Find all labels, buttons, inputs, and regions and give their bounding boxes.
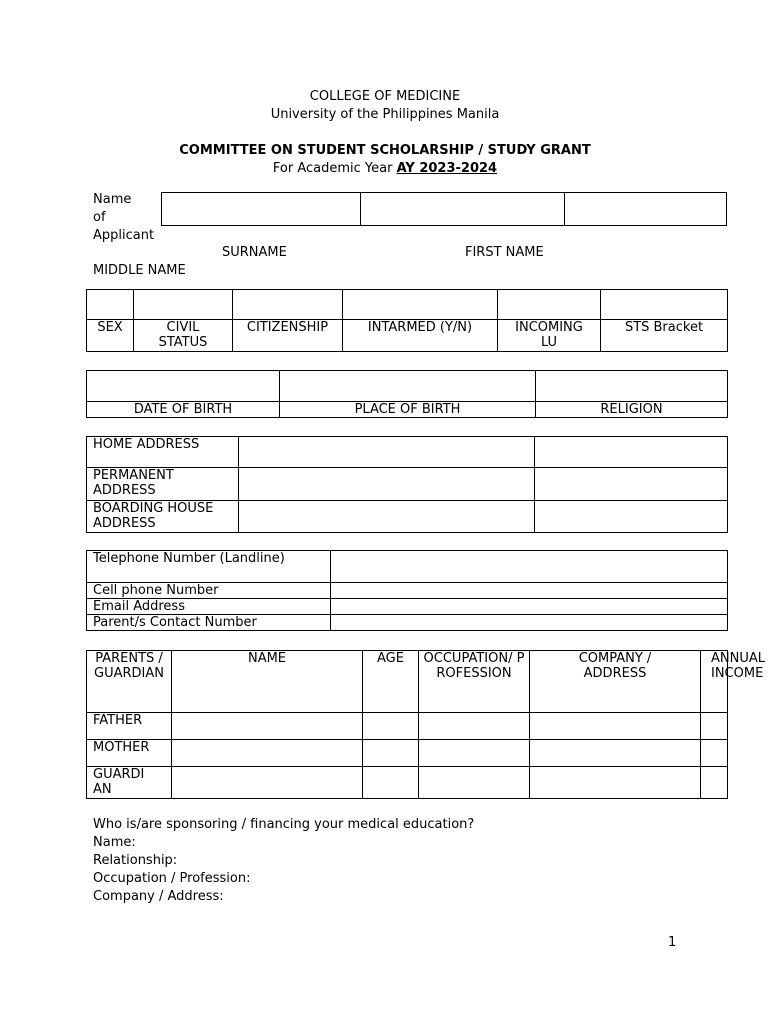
name-fields-table [161, 192, 727, 226]
intarmed-header: INTARMED (Y/N) [343, 320, 498, 352]
sex-input-cell[interactable] [87, 290, 134, 320]
sponsor-section [93, 816, 474, 906]
parents-guardian-header: PARENTS / GUARDIAN [87, 651, 172, 713]
mother-name-field[interactable] [172, 740, 363, 767]
committee-title: COMMITTEE ON STUDENT SCHOLARSHIP / STUDY GRANT [179, 143, 591, 158]
boarding-house-address-field[interactable] [239, 501, 535, 533]
occupation-header: OCCUPATION/ PROFESSION [419, 651, 530, 713]
cellphone-label: Cell phone Number [87, 583, 331, 599]
guardian-label: GUARDIAN [87, 767, 172, 799]
name-label-line-1: Name [93, 192, 132, 207]
guardian-age-field[interactable] [363, 767, 419, 799]
college-name: COLLEGE OF MEDICINE [309, 89, 461, 104]
permanent-address-extra-field[interactable] [535, 468, 728, 501]
father-income-field[interactable] [701, 713, 728, 740]
home-address-label: HOME ADDRESS [87, 437, 239, 468]
parents-table [86, 650, 765, 799]
age-header: AGE [363, 651, 419, 713]
place-of-birth-input-cell[interactable] [280, 371, 536, 402]
annual-income-header: ANNUAL INCOME [701, 651, 728, 713]
boarding-house-address-extra-field[interactable] [535, 501, 728, 533]
intarmed-input-cell[interactable] [343, 290, 498, 320]
parents-contact-label: Parent/s Contact Number [87, 615, 331, 631]
telephone-field[interactable] [331, 551, 728, 583]
civil-status-header: CIVIL STATUS [134, 320, 233, 352]
mother-income-field[interactable] [701, 740, 728, 767]
table-row [87, 740, 728, 767]
university-name: University of the Philippines Manila [270, 107, 500, 122]
father-name-field[interactable] [172, 713, 363, 740]
guardian-name-field[interactable] [172, 767, 363, 799]
citizenship-input-cell[interactable] [233, 290, 343, 320]
guardian-income-field[interactable] [701, 767, 728, 799]
parents-contact-field[interactable] [331, 615, 728, 631]
sponsor-occupation-label: Occupation / Profession: [93, 871, 251, 886]
permanent-address-field[interactable] [239, 468, 535, 501]
permanent-address-label: PERMANENT ADDRESS [87, 468, 239, 501]
home-address-field[interactable] [239, 437, 535, 468]
father-company-field[interactable] [530, 713, 701, 740]
sponsor-relationship-label: Relationship: [93, 853, 178, 868]
name-of-applicant-label [93, 191, 154, 245]
middle-name-field[interactable] [565, 193, 727, 226]
mother-age-field[interactable] [363, 740, 419, 767]
religion-header: RELIGION [536, 402, 728, 418]
father-occupation-field[interactable] [419, 713, 530, 740]
mother-occupation-field[interactable] [419, 740, 530, 767]
sponsor-name-label: Name: [93, 835, 136, 850]
guardian-occupation-field[interactable] [419, 767, 530, 799]
father-label: FATHER [87, 713, 172, 740]
date-of-birth-header: DATE OF BIRTH [87, 402, 280, 418]
home-address-extra-field[interactable] [535, 437, 728, 468]
sts-bracket-header: STS Bracket [601, 320, 728, 352]
religion-input-cell[interactable] [536, 371, 728, 402]
incoming-lu-input-cell[interactable] [498, 290, 601, 320]
mother-label: MOTHER [87, 740, 172, 767]
boarding-house-address-label: BOARDING HOUSE ADDRESS [87, 501, 239, 533]
sex-header: SEX [87, 320, 134, 352]
name-label-line-2: of [93, 210, 106, 225]
civil-status-input-cell[interactable] [134, 290, 233, 320]
page-number: 1 [668, 935, 677, 950]
address-table [86, 436, 728, 533]
incoming-lu-header: INCOMING LU [498, 320, 601, 352]
guardian-company-field[interactable] [530, 767, 701, 799]
first-name-field[interactable] [361, 193, 565, 226]
birth-info-table [86, 370, 728, 418]
surname-field[interactable] [162, 193, 361, 226]
mother-company-field[interactable] [530, 740, 701, 767]
sts-bracket-input-cell[interactable] [601, 290, 728, 320]
email-field[interactable] [331, 599, 728, 615]
personal-info-table [86, 289, 728, 352]
contact-table [86, 550, 728, 631]
table-row [87, 767, 728, 799]
cellphone-field[interactable] [331, 583, 728, 599]
company-address-header: COMPANY / ADDRESS [530, 651, 701, 713]
citizenship-header: CITIZENSHIP [233, 320, 343, 352]
email-label: Email Address [87, 599, 331, 615]
academic-year-value: AY 2023-2024 [396, 161, 498, 176]
sponsor-question: Who is/are sponsoring / financing your medical education? [93, 817, 475, 832]
first-name-label: FIRST NAME [465, 245, 544, 260]
place-of-birth-header: PLACE OF BIRTH [280, 402, 536, 418]
table-row [87, 713, 728, 740]
telephone-label: Telephone Number (Landline) [87, 551, 331, 583]
academic-year-line [0, 161, 770, 176]
middle-name-label: MIDDLE NAME [93, 263, 186, 278]
name-label-line-3: Applicant [93, 228, 155, 243]
father-age-field[interactable] [363, 713, 419, 740]
name-header: NAME [172, 651, 363, 713]
date-of-birth-input-cell[interactable] [87, 371, 280, 402]
surname-label: SURNAME [222, 245, 287, 260]
sponsor-company-label: Company / Address: [93, 889, 224, 904]
academic-year-prefix: For Academic Year [272, 161, 397, 176]
